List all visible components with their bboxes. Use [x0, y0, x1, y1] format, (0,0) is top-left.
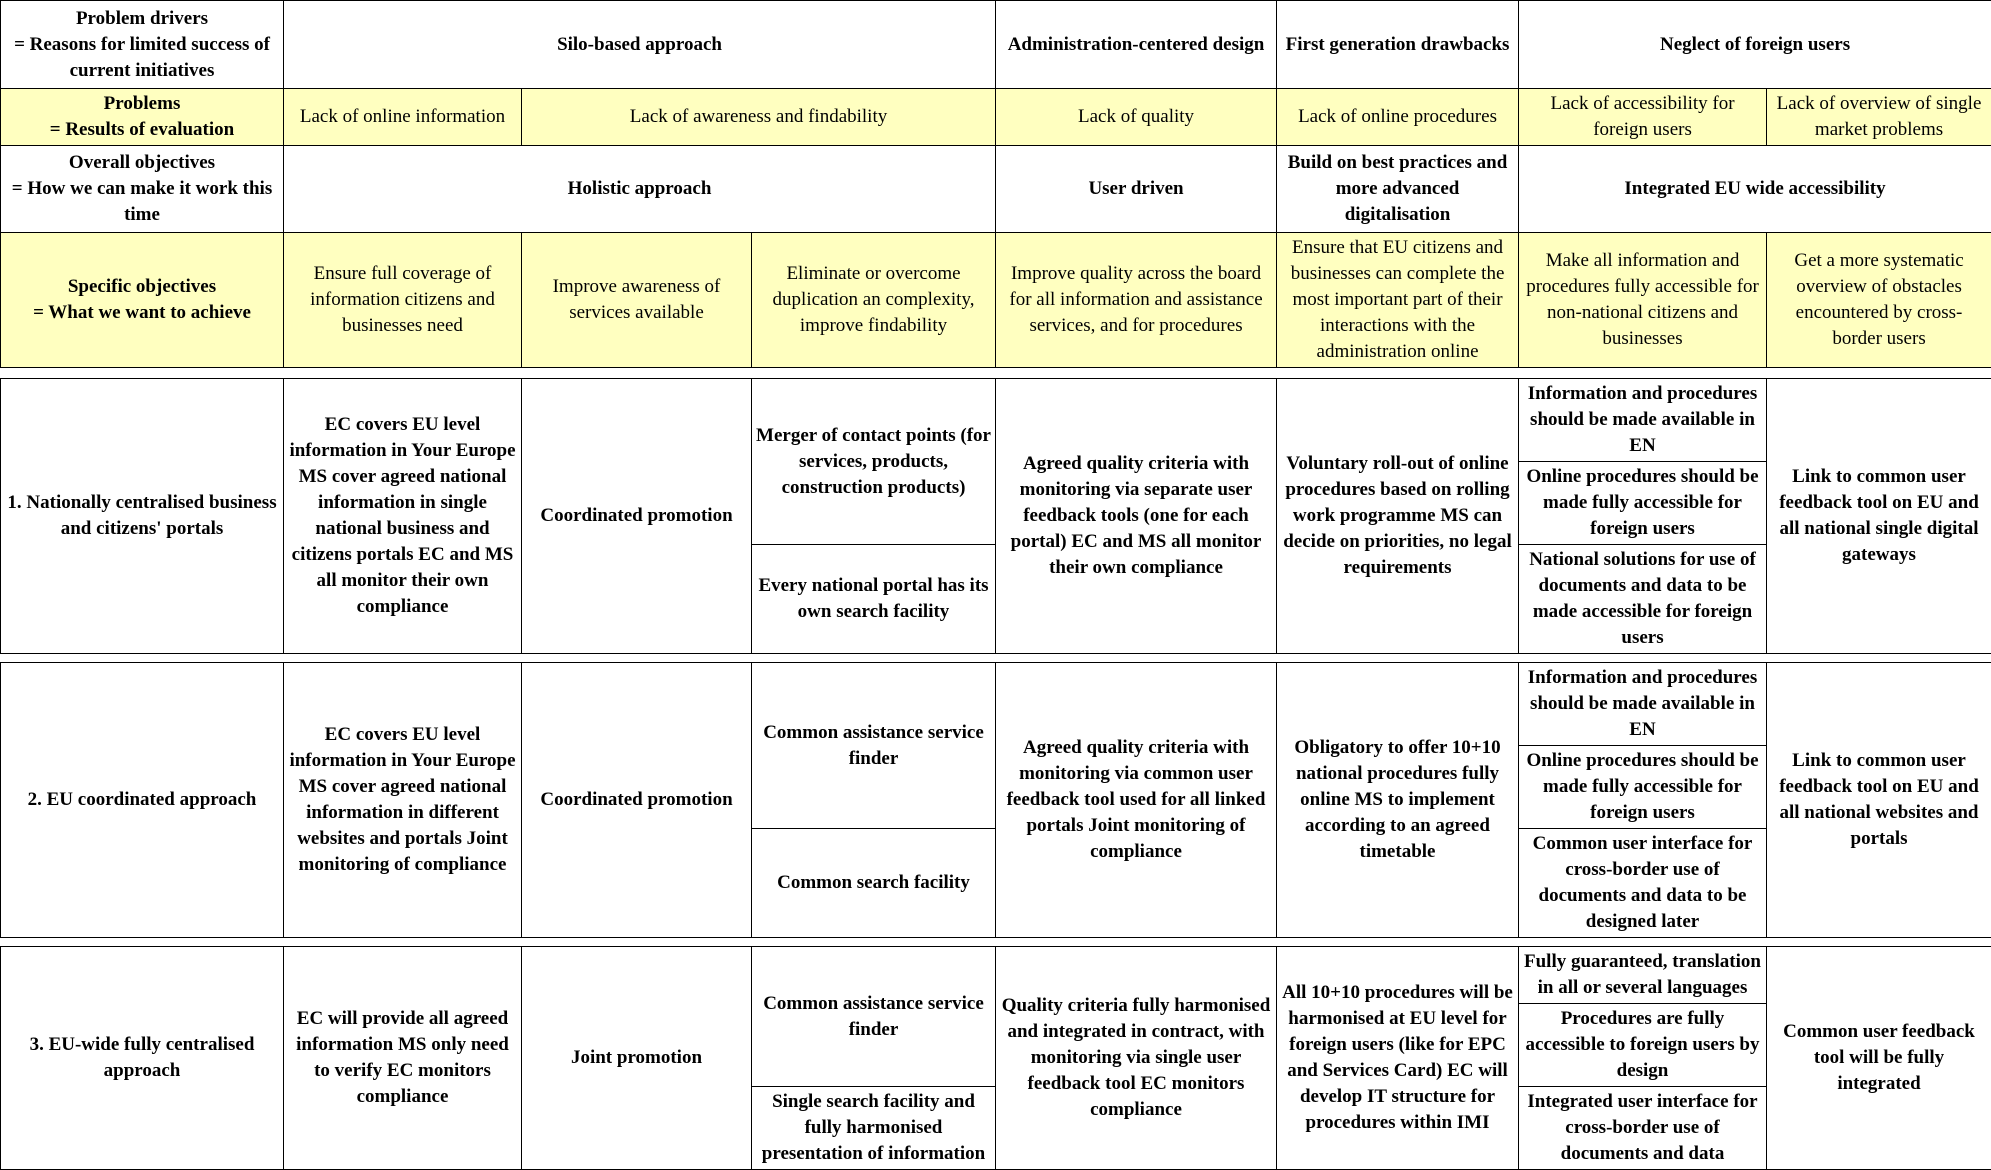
option-2-table — [0, 662, 1991, 938]
option-access-c: Common user interface for cross-border use of documents and data to be designed later — [1519, 829, 1767, 938]
specific-overview: Get a more systematic overview of obstacles encountered by cross-border users — [1767, 233, 1991, 368]
specific-quality: Improve quality across the board for all information and assistance services, and for procedures — [996, 233, 1277, 368]
driver-firstgen: First generation drawbacks — [1277, 1, 1519, 89]
option-promotion: Joint promotion — [522, 947, 752, 1170]
row-label-specific — [1, 233, 284, 368]
driver-neglect: Neglect of foreign users — [1519, 1, 1991, 89]
option-title: 2. EU coordinated approach — [1, 663, 284, 938]
driver-silo: Silo-based approach — [284, 1, 996, 89]
row-label-subtitle: = How we can make it work this time — [5, 176, 279, 228]
objective-holistic: Holistic approach — [284, 146, 996, 233]
row-label-title: Problem drivers — [5, 6, 279, 32]
row-label-title: Problems — [5, 91, 279, 117]
option-procedures: Voluntary roll-out of online procedures based on rolling work programme MS can decide on priorities, no legal requirements — [1277, 379, 1519, 654]
specific-objectives-row — [1, 233, 1991, 368]
option-quality: Agreed quality criteria with monitoring via common user feedback tool used for all linked portals Joint monitoring of compliance — [996, 663, 1277, 938]
row-label-subtitle: = Results of evaluation — [5, 117, 279, 143]
option-feedback: Link to common user feedback tool on EU and all national websites and portals — [1767, 663, 1991, 938]
option-title: 3. EU-wide fully centralised approach — [1, 947, 284, 1170]
objectives-header-table — [0, 0, 1991, 368]
problem-quality: Lack of quality — [996, 89, 1277, 146]
option-info: EC will provide all agreed information MS only need to verify EC monitors compliance — [284, 947, 522, 1170]
option-find-b: Every national portal has its own search facility — [752, 545, 996, 654]
objective-eu-accessibility: Integrated EU wide accessibility — [1519, 146, 1991, 233]
specific-duplication: Eliminate or overcome duplication an complexity, improve findability — [752, 233, 996, 368]
specific-coverage: Ensure full coverage of information citizens and businesses need — [284, 233, 522, 368]
option-feedback: Link to common user feedback tool on EU and all national single digital gateways — [1767, 379, 1991, 654]
row-label-title: Specific objectives — [5, 274, 279, 300]
option-find-b: Common search facility — [752, 829, 996, 938]
option-find-a: Common assistance service finder — [752, 663, 996, 829]
option-1-table — [0, 378, 1991, 654]
option-access-c: National solutions for use of documents and data to be made accessible for foreign users — [1519, 545, 1767, 654]
objective-user-driven: User driven — [996, 146, 1277, 233]
option-quality: Agreed quality criteria with monitoring via separate user feedback tools (one for each portal) EC and MS all monitor their own compliance — [996, 379, 1277, 654]
driver-admin: Administration-centered design — [996, 1, 1277, 89]
option-promotion: Coordinated promotion — [522, 379, 752, 654]
problems-row — [1, 89, 1991, 146]
option-procedures: All 10+10 procedures will be harmonised at EU level for foreign users (like for EPC and Services Card) EC will develop IT structure for procedures within IMI — [1277, 947, 1519, 1170]
specific-accessible: Make all information and procedures fully accessible for non-national citizens and businesses — [1519, 233, 1767, 368]
objective-best-practices: Build on best practices and more advanced digitalisation — [1277, 146, 1519, 233]
option-promotion: Coordinated promotion — [522, 663, 752, 938]
option-procedures: Obligatory to offer 10+10 national procedures fully online MS to implement according to an agreed timetable — [1277, 663, 1519, 938]
problem-drivers-row — [1, 1, 1991, 89]
option-access-a: Fully guaranteed, translation in all or several languages — [1519, 947, 1767, 1004]
option-info: EC covers EU level information in Your Europe MS cover agreed national information in different websites and portals Joint monitoring of compliance — [284, 663, 522, 938]
option-title: 1. Nationally centralised business and citizens' portals — [1, 379, 284, 654]
problem-accessibility: Lack of accessibility for foreign users — [1519, 89, 1767, 146]
row-label-subtitle: = Reasons for limited success of current initiatives — [5, 32, 279, 84]
option-find-a: Merger of contact points (for services, products, construction products) — [752, 379, 996, 545]
option-access-c: Integrated user interface for cross-border use of documents and data — [1519, 1087, 1767, 1170]
row-label-problem-drivers — [1, 1, 284, 89]
option-3-table — [0, 946, 1991, 1170]
row-label-title: Overall objectives — [5, 150, 279, 176]
option-info: EC covers EU level information in Your Europe MS cover agreed national information in single national business and citizens portals EC and MS all monitor their own compliance — [284, 379, 522, 654]
problem-overview: Lack of overview of single market problems — [1767, 89, 1991, 146]
option-access-b: Procedures are fully accessible to foreign users by design — [1519, 1004, 1767, 1087]
specific-awareness: Improve awareness of services available — [522, 233, 752, 368]
problem-online-info: Lack of online information — [284, 89, 522, 146]
problem-awareness: Lack of awareness and findability — [522, 89, 996, 146]
option-find-b: Single search facility and fully harmonised presentation of information — [752, 1087, 996, 1170]
option-find-a: Common assistance service finder — [752, 947, 996, 1087]
specific-online: Ensure that EU citizens and businesses can complete the most important part of their interactions with the administration online — [1277, 233, 1519, 368]
problem-procedures: Lack of online procedures — [1277, 89, 1519, 146]
option-access-a: Information and procedures should be made available in EN — [1519, 379, 1767, 462]
row-label-problems — [1, 89, 284, 146]
option-access-a: Information and procedures should be made available in EN — [1519, 663, 1767, 746]
option-quality: Quality criteria fully harmonised and integrated in contract, with monitoring via single user feedback tool EC monitors compliance — [996, 947, 1277, 1170]
option-feedback: Common user feedback tool will be fully integrated — [1767, 947, 1991, 1170]
option-access-b: Online procedures should be made fully accessible for foreign users — [1519, 746, 1767, 829]
row-label-subtitle: = What we want to achieve — [5, 300, 279, 326]
row-label-overall — [1, 146, 284, 233]
overall-objectives-row — [1, 146, 1991, 233]
option-access-b: Online procedures should be made fully accessible for foreign users — [1519, 462, 1767, 545]
